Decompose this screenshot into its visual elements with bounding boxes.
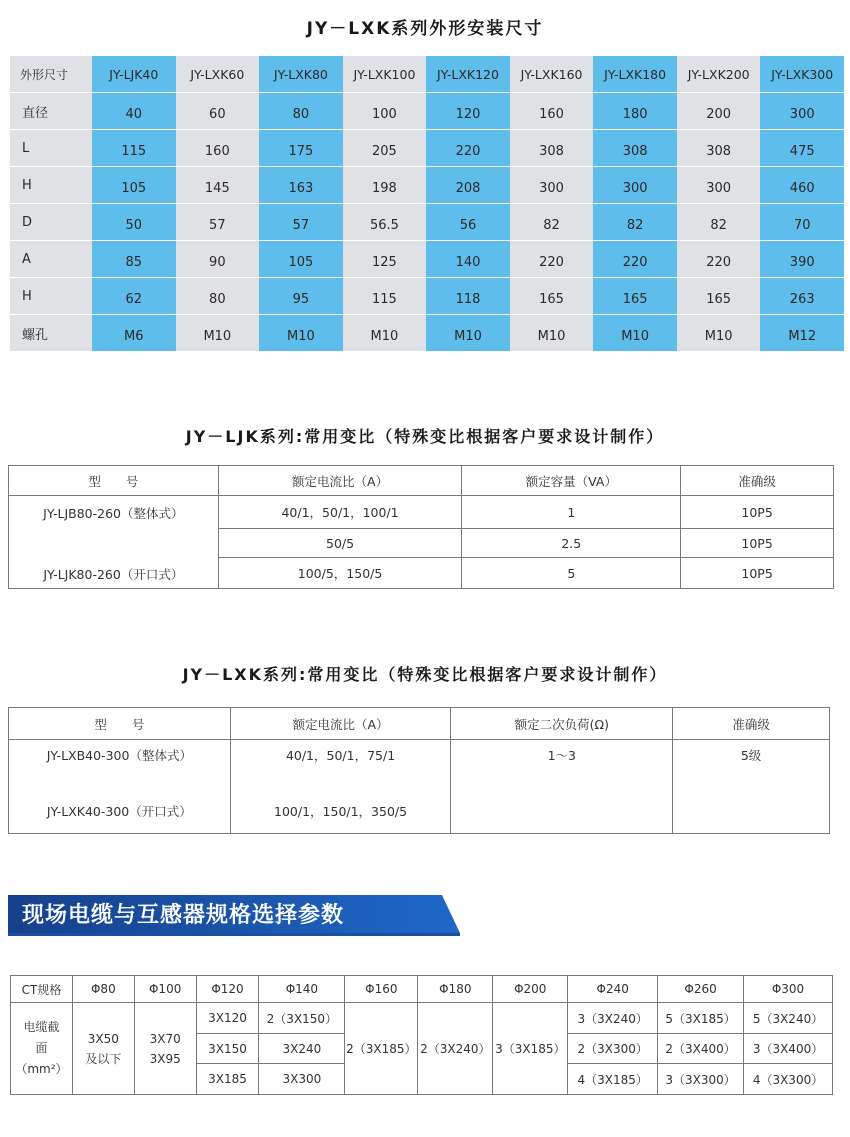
dim-value-cell: 163 — [259, 167, 343, 204]
dim-value-cell: 220 — [510, 241, 594, 278]
dimension-table-title: JY－LXK系列外形安装尺寸 — [306, 19, 544, 39]
model-header-cell: JY-LXK300 — [760, 56, 844, 93]
header-size: Φ80 — [72, 976, 134, 1003]
section-banner-title: 现场电缆与互感器规格选择参数 — [22, 903, 345, 928]
dim-value-cell: M10 — [677, 315, 761, 352]
header-size: Φ300 — [744, 976, 833, 1003]
header-size: Φ100 — [134, 976, 196, 1003]
model-cell — [9, 740, 231, 834]
accuracy-cell: 10P5 — [681, 529, 834, 558]
model-bottom: JY-LXK40-300（开口式） — [46, 804, 192, 819]
capacity-cell: 2.5 — [462, 529, 681, 558]
header-model: 型 号 — [9, 708, 231, 740]
dim-value-cell: 205 — [343, 130, 427, 167]
lxk-ratio-table — [8, 707, 830, 834]
dim-row-label: 螺孔 — [10, 315, 92, 352]
model-bottom: JY-LJK80-260（开口式） — [43, 567, 184, 582]
dim-value-cell: 140 — [426, 241, 510, 278]
model-header-cell: JY-LXK160 — [510, 56, 594, 93]
dim-value-cell: 300 — [760, 93, 844, 130]
dim-value-cell: 220 — [677, 241, 761, 278]
header-current-ratio: 额定电流比（A） — [218, 466, 462, 496]
phi180-cell: 2（3X240） — [418, 1003, 493, 1095]
model-header-cell: JY-LXK180 — [593, 56, 677, 93]
dim-value-cell: M6 — [92, 315, 176, 352]
phi120-cell: 3X120 — [196, 1003, 259, 1034]
phi300-cell: 4（3X300） — [744, 1064, 833, 1095]
ratio-bottom: 100/1，150/1，350/5 — [274, 804, 408, 819]
dim-value-cell: 160 — [510, 93, 594, 130]
phi160-cell: 2（3X185） — [345, 1003, 418, 1095]
dim-value-cell: 56 — [426, 204, 510, 241]
ratio-cell — [230, 740, 451, 834]
dim-value-cell: 175 — [259, 130, 343, 167]
dim-row-label: L — [10, 130, 92, 167]
dim-value-cell: 115 — [343, 278, 427, 315]
dim-value-cell: M10 — [343, 315, 427, 352]
dim-row-label: A — [10, 241, 92, 278]
phi120-cell: 3X185 — [196, 1064, 259, 1095]
dim-value-cell: M10 — [426, 315, 510, 352]
model-header-cell: JY-LXK200 — [677, 56, 761, 93]
ratio-top: 40/1，50/1，75/1 — [285, 748, 396, 763]
dim-value-cell: 220 — [426, 130, 510, 167]
model-header-cell: JY-LXK60 — [176, 56, 260, 93]
model-header-cell: JY-LJK40 — [92, 56, 176, 93]
dim-value-cell: 80 — [259, 93, 343, 130]
dim-value-cell: 57 — [176, 204, 260, 241]
dim-value-cell: 125 — [343, 241, 427, 278]
dim-value-cell: 145 — [176, 167, 260, 204]
table-header-row — [11, 976, 833, 1003]
dim-value-cell: 460 — [760, 167, 844, 204]
phi260-cell: 5（3X185） — [658, 1003, 744, 1034]
model-header-cell: JY-LXK80 — [259, 56, 343, 93]
phi260-cell: 2（3X400） — [658, 1034, 744, 1064]
model-top: JY-LJB80-260（整体式） — [43, 506, 184, 521]
dim-value-cell: 105 — [92, 167, 176, 204]
label-line: 面 — [35, 1041, 48, 1055]
table-row — [9, 740, 830, 834]
dim-header-label: 外形尺寸 — [10, 56, 92, 93]
lxk-table-title: JY－LXK系列:常用变比（特殊变比根据客户要求设计制作） — [182, 665, 668, 684]
dim-value-cell: 475 — [760, 130, 844, 167]
dim-value-cell: 308 — [510, 130, 594, 167]
model-header-cell: JY-LXK100 — [343, 56, 427, 93]
dim-value-cell: 60 — [176, 93, 260, 130]
label-line: （mm²） — [15, 1062, 68, 1076]
phi200-cell: 3（3X185） — [493, 1003, 568, 1095]
header-ct-spec: CT规格 — [11, 976, 73, 1003]
dim-value-cell: 160 — [176, 130, 260, 167]
phi240-cell: 2（3X300） — [568, 1034, 658, 1064]
ratio-cell: 100/5，150/5 — [218, 558, 462, 589]
dim-value-cell: 115 — [92, 130, 176, 167]
capacity-cell: 1 — [462, 496, 681, 529]
dim-value-cell: M10 — [176, 315, 260, 352]
dim-value-cell: 57 — [259, 204, 343, 241]
cable-spec-table — [10, 975, 833, 1095]
dim-value-cell: 80 — [176, 278, 260, 315]
header-size: Φ240 — [568, 976, 658, 1003]
dim-value-cell: 308 — [593, 130, 677, 167]
accuracy-cell: 10P5 — [681, 496, 834, 529]
header-size: Φ180 — [418, 976, 493, 1003]
phi120-cell: 3X150 — [196, 1034, 259, 1064]
dim-row-label: H — [10, 278, 92, 315]
dim-value-cell: 390 — [760, 241, 844, 278]
cable-section-label — [11, 1003, 73, 1095]
dim-value-cell: 70 — [760, 204, 844, 241]
model-header-cell: JY-LXK120 — [426, 56, 510, 93]
header-accuracy: 准确级 — [681, 466, 834, 496]
header-size: Φ200 — [493, 976, 568, 1003]
value-line: 3X50 — [87, 1031, 119, 1046]
phi240-cell: 4（3X185） — [568, 1064, 658, 1095]
dim-value-cell: 100 — [343, 93, 427, 130]
dim-value-cell: 308 — [677, 130, 761, 167]
value-line: 3X95 — [149, 1051, 181, 1066]
phi140-cell: 3X240 — [259, 1034, 345, 1064]
phi240-cell: 3（3X240） — [568, 1003, 658, 1034]
model-cell — [9, 496, 219, 589]
dim-value-cell: 82 — [677, 204, 761, 241]
dimension-table — [10, 56, 844, 352]
dim-value-cell: 56.5 — [343, 204, 427, 241]
phi140-cell: 3X300 — [259, 1064, 345, 1095]
label-line: 电缆截 — [23, 1020, 60, 1034]
dim-value-cell: 90 — [176, 241, 260, 278]
accuracy-cell: 10P5 — [681, 558, 834, 589]
ratio-cell: 50/5 — [218, 529, 462, 558]
dim-value-cell: M12 — [760, 315, 844, 352]
table-row — [11, 1003, 833, 1034]
dim-value-cell: M10 — [510, 315, 594, 352]
header-capacity: 额定容量（VA） — [462, 466, 681, 496]
dim-value-cell: 85 — [92, 241, 176, 278]
dim-value-cell: 165 — [593, 278, 677, 315]
phi260-cell: 3（3X300） — [658, 1064, 744, 1095]
dim-value-cell: 40 — [92, 93, 176, 130]
dim-value-cell: M10 — [259, 315, 343, 352]
dim-value-cell: 300 — [510, 167, 594, 204]
table-row — [9, 496, 834, 529]
dim-value-cell: M10 — [593, 315, 677, 352]
banner-underline — [8, 933, 460, 936]
dim-value-cell: 82 — [593, 204, 677, 241]
dim-value-cell: 220 — [593, 241, 677, 278]
phi140-cell: 2（3X150） — [259, 1003, 345, 1034]
header-model: 型 号 — [9, 466, 219, 496]
phi300-cell: 3（3X400） — [744, 1034, 833, 1064]
value-line: 3X70 — [149, 1031, 181, 1046]
dim-value-cell: 165 — [510, 278, 594, 315]
header-current-ratio: 额定电流比（A） — [230, 708, 451, 740]
accuracy-cell: 5级 — [673, 740, 830, 834]
dim-row-label: 直径 — [10, 93, 92, 130]
dim-value-cell: 165 — [677, 278, 761, 315]
dim-value-cell: 95 — [259, 278, 343, 315]
dim-value-cell: 118 — [426, 278, 510, 315]
table-header-row — [9, 466, 834, 496]
ljk-table-title: JY－LJK系列:常用变比（特殊变比根据客户要求设计制作） — [185, 427, 665, 446]
value-line: 及以下 — [85, 1051, 122, 1066]
dim-row-label: H — [10, 167, 92, 204]
dim-value-cell: 120 — [426, 93, 510, 130]
ljk-ratio-table — [8, 465, 834, 589]
dim-row-label: D — [10, 204, 92, 241]
dim-value-cell: 208 — [426, 167, 510, 204]
dim-value-cell: 105 — [259, 241, 343, 278]
header-size: Φ120 — [196, 976, 259, 1003]
load-cell: 1～3 — [451, 740, 673, 834]
dim-value-cell: 263 — [760, 278, 844, 315]
header-accuracy: 准确级 — [673, 708, 830, 740]
dim-value-cell: 50 — [92, 204, 176, 241]
dim-value-cell: 300 — [593, 167, 677, 204]
dim-value-cell: 300 — [677, 167, 761, 204]
header-size: Φ260 — [658, 976, 744, 1003]
ratio-cell: 40/1，50/1，100/1 — [218, 496, 462, 529]
header-secondary-load: 额定二次负荷(Ω) — [451, 708, 673, 740]
capacity-cell: 5 — [462, 558, 681, 589]
header-size: Φ160 — [345, 976, 418, 1003]
phi100-cell — [134, 1003, 196, 1095]
phi80-cell — [72, 1003, 134, 1095]
dim-value-cell: 200 — [677, 93, 761, 130]
dim-value-cell: 82 — [510, 204, 594, 241]
table-header-row — [9, 708, 830, 740]
phi300-cell: 5（3X240） — [744, 1003, 833, 1034]
dim-value-cell: 180 — [593, 93, 677, 130]
model-top: JY-LXB40-300（整体式） — [46, 748, 192, 763]
dim-value-cell: 198 — [343, 167, 427, 204]
header-size: Φ140 — [259, 976, 345, 1003]
dim-value-cell: 62 — [92, 278, 176, 315]
